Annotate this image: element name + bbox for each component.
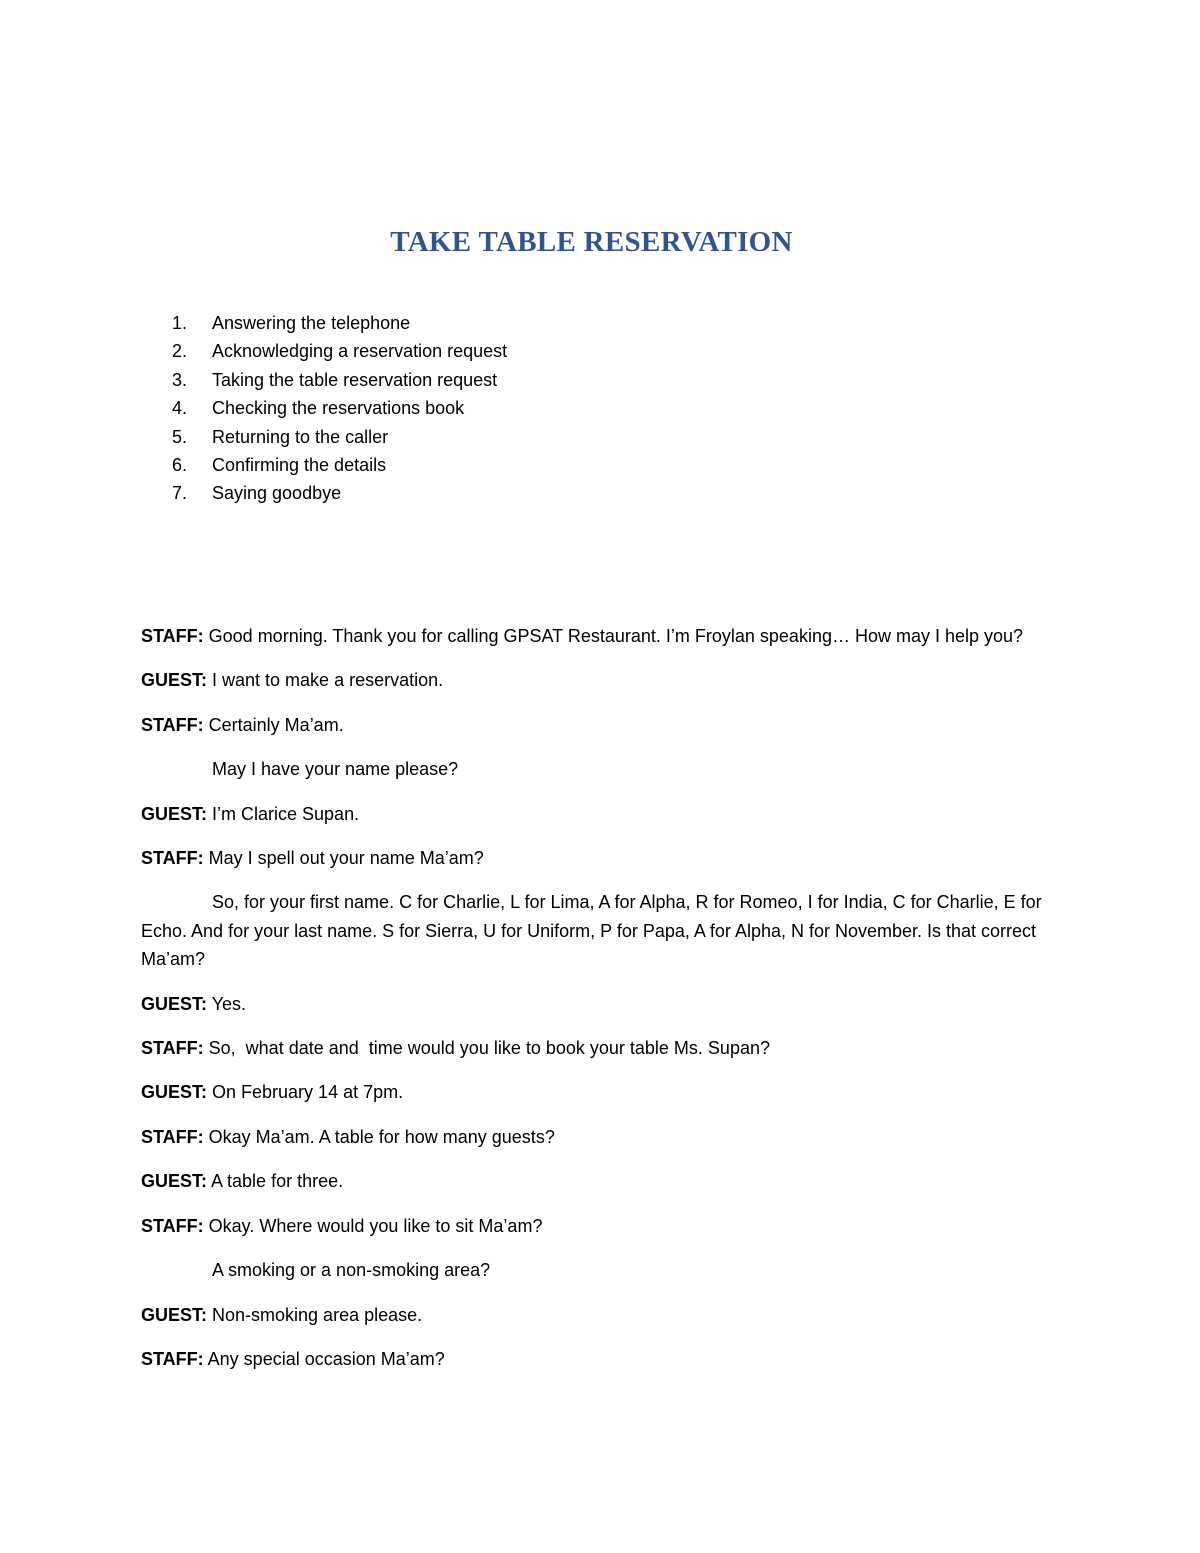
- list-text: Answering the telephone: [212, 313, 411, 333]
- dialogue-line: [141, 666, 1051, 694]
- list-text: Confirming the details: [212, 454, 387, 475]
- dialogue-line: [141, 1123, 1051, 1151]
- dialogue-line: [141, 1301, 1051, 1329]
- steps-list: [172, 309, 507, 508]
- list-item: [172, 366, 507, 394]
- list-item: [172, 423, 507, 451]
- dialogue-line: [141, 1078, 1051, 1106]
- dialogue-line: [141, 800, 1051, 828]
- dialogue-text: Okay Ma’am. A table for how many guests?: [203, 1126, 555, 1147]
- speaker-label: GUEST:: [141, 993, 208, 1014]
- list-number: 2.: [172, 341, 188, 362]
- speaker-label: GUEST:: [141, 1304, 208, 1325]
- list-item: [172, 451, 507, 479]
- dialogue-line: [141, 1345, 1051, 1373]
- dialogue-text: Certainly Ma’am.: [203, 714, 344, 735]
- dialogue-line: [141, 990, 1051, 1018]
- speaker-label: STAFF:: [141, 848, 204, 869]
- speaker-label: GUEST:: [141, 1171, 208, 1192]
- speaker-label: GUEST:: [141, 1082, 208, 1103]
- dialogue-line: [141, 1256, 1051, 1284]
- list-number: 5.: [172, 426, 188, 447]
- dialogue-text: May I spell out your name Ma’am?: [203, 848, 484, 869]
- list-number: 1.: [172, 313, 188, 333]
- list-item: [172, 479, 507, 507]
- dialogue-text: I’m Clarice Supan.: [207, 803, 360, 824]
- dialogue-text: So, what date and time would you like to book your table Ms. Supan?: [203, 1038, 770, 1059]
- speaker-label: STAFF:: [141, 1348, 204, 1369]
- speaker-label: STAFF:: [141, 1126, 204, 1147]
- dialogue-text: May I have your name please?: [212, 759, 459, 780]
- list-text: Taking the table reservation request: [212, 369, 498, 390]
- speaker-label: STAFF:: [141, 1038, 204, 1059]
- dialogue-line: [141, 844, 1051, 872]
- dialogue-line: [141, 1167, 1051, 1195]
- dialogue-text: A smoking or a non-smoking area?: [212, 1260, 491, 1281]
- dialogue: [141, 622, 1051, 1389]
- list-number: 3.: [172, 369, 188, 390]
- speaker-label: STAFF:: [141, 714, 204, 735]
- list-item: [172, 337, 507, 365]
- dialogue-text: Any special occasion Ma’am?: [203, 1348, 445, 1369]
- dialogue-line: [141, 1034, 1051, 1062]
- list-item: [172, 309, 507, 337]
- dialogue-line: [141, 888, 1051, 973]
- dialogue-text: Non-smoking area please.: [207, 1304, 423, 1325]
- speaker-label: STAFF:: [141, 1215, 204, 1236]
- dialogue-line: [141, 1212, 1051, 1240]
- list-text: Saying goodbye: [212, 483, 342, 504]
- dialogue-line: [141, 622, 1051, 650]
- speaker-label: STAFF:: [141, 626, 204, 646]
- dialogue-text: Yes.: [207, 993, 247, 1014]
- list-number: 6.: [172, 454, 188, 475]
- dialogue-line: [141, 711, 1051, 739]
- speaker-label: GUEST:: [141, 803, 208, 824]
- list-text: Acknowledging a reservation request: [212, 341, 508, 362]
- dialogue-text: I want to make a reservation.: [207, 670, 444, 691]
- speaker-label: GUEST:: [141, 670, 208, 691]
- list-text: Returning to the caller: [212, 426, 389, 447]
- dialogue-text: Good morning. Thank you for calling GPSAT Restaurant. I’m Froylan speaking… How may I help you?: [203, 626, 1024, 646]
- list-text: Checking the reservations book: [212, 398, 465, 419]
- dialogue-text: So, for your first name. C for Charlie, L for Lima, A for Alpha, R for Romeo, I for India, C for Charlie, E for Echo. And for your last name. S for Sierra, U for Uniform, P for Papa, A for Alpha, N for November. Is that correct Ma’am?: [141, 892, 1042, 970]
- dialogue-line: [141, 755, 1051, 783]
- document-title: TAKE TABLE RESERVATION: [390, 226, 793, 258]
- list-item: [172, 394, 507, 422]
- dialogue-text: A table for three.: [207, 1171, 344, 1192]
- dialogue-text: Okay. Where would you like to sit Ma’am?: [203, 1215, 543, 1236]
- dialogue-text: On February 14 at 7pm.: [207, 1082, 404, 1103]
- list-number: 7.: [172, 483, 188, 504]
- list-number: 4.: [172, 398, 188, 419]
